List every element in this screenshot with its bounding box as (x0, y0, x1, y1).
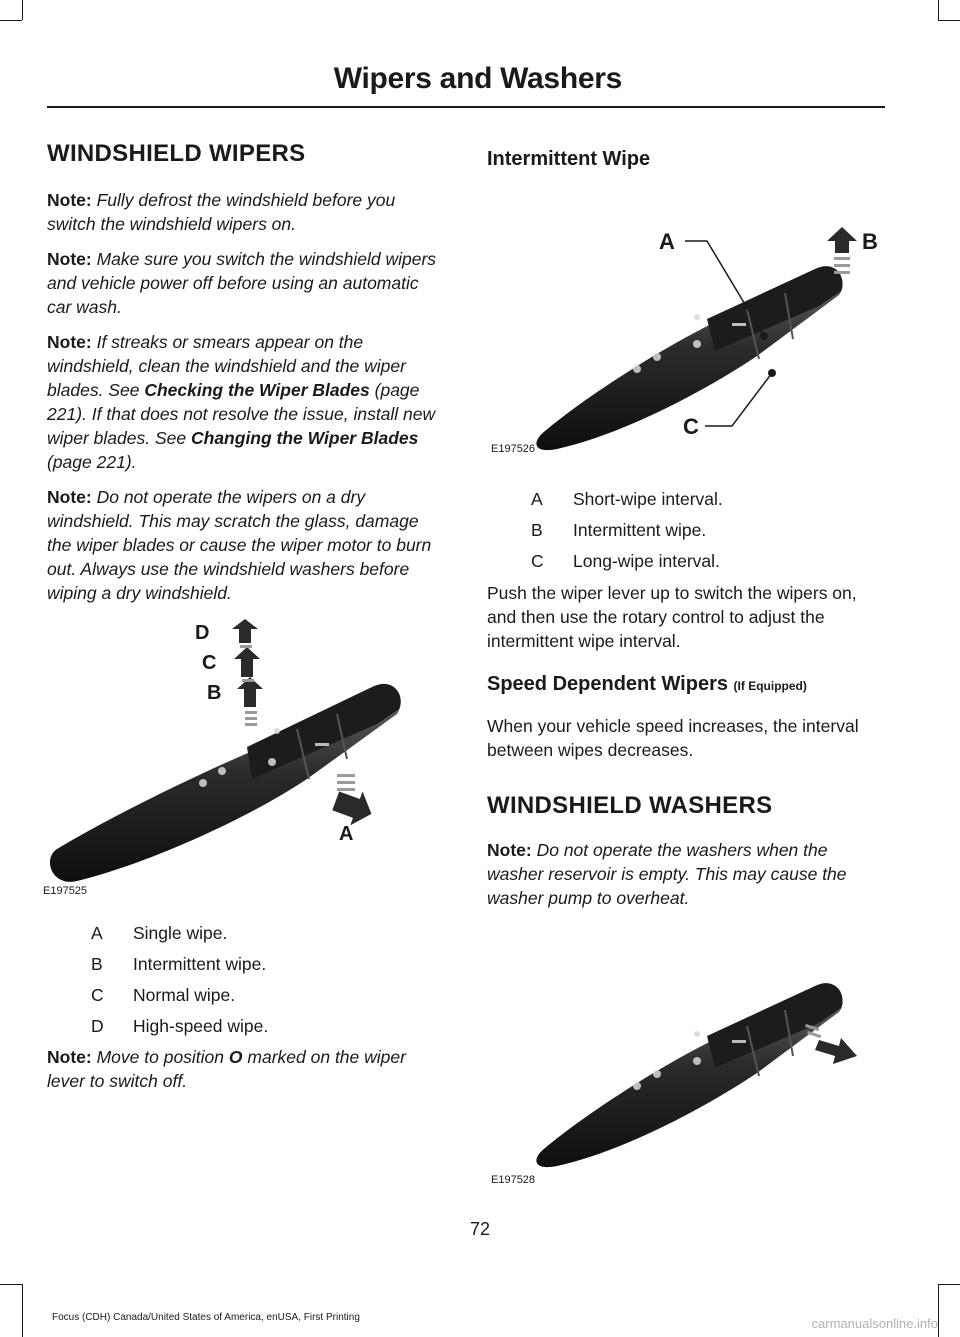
section-heading-washers: WINDSHIELD WASHERS (487, 792, 773, 819)
legend-text: Intermittent wipe. (573, 520, 707, 540)
note-text: marked on the wiper lever to switch off. (47, 1047, 406, 1091)
note-paragraph (487, 838, 887, 910)
figure-label-c: C (202, 652, 217, 674)
body-paragraph: When your vehicle speed increases, the interval between wipes decreases. (487, 716, 859, 760)
figure-label-a: A (339, 823, 354, 845)
legend-key: C (531, 551, 544, 571)
crop-mark (938, 1284, 939, 1337)
wiper-lever-illustration (47, 619, 447, 899)
legend-item (47, 952, 447, 976)
legend-text: Long-wipe interval. (573, 551, 720, 571)
note-text: If that does not resolve the issue, install new wiper blades. See (47, 404, 436, 448)
wiper-lever-figure (43, 619, 447, 899)
legend-item (487, 518, 887, 542)
legend-text: High-speed wipe. (133, 1016, 269, 1036)
note-label: Note: (47, 332, 92, 352)
page-reference: (page 221). (47, 452, 137, 472)
crop-mark (22, 0, 23, 20)
cross-reference-link[interactable]: Changing the Wiper Blades (191, 428, 419, 448)
legend-item (47, 983, 447, 1007)
crop-mark (0, 20, 22, 21)
watermark: carmanualsonline.info (811, 1316, 938, 1331)
subheading-text: Speed Dependent Wipers (487, 673, 728, 695)
page-title: Wipers and Washers (333, 62, 622, 95)
header-rule (47, 106, 885, 108)
crop-mark (938, 1284, 960, 1285)
note-paragraph (47, 1045, 447, 1093)
note-label: Note: (47, 190, 92, 210)
arrow-up-d (232, 619, 258, 643)
note-paragraph (47, 330, 447, 474)
legend-item (487, 549, 887, 573)
figure-label-b: B (207, 682, 222, 704)
legend-item (47, 921, 447, 945)
figure-label-c: C (683, 414, 699, 439)
rotary-control-illustration (487, 191, 887, 461)
note-text: Fully defrost the windshield before you switch the windshield wipers on. (47, 190, 396, 234)
footer-edition: Focus (CDH) Canada/United States of America, enUSA, First Printing (52, 1312, 360, 1323)
legend-text: Single wipe. (133, 923, 228, 943)
note-text: If streaks or smears appear on the windshield, clean the windshield and the wiper blades. See (47, 332, 406, 400)
washer-figure (487, 948, 887, 1188)
crop-mark (938, 0, 939, 20)
washer-lever-illustration (487, 948, 887, 1173)
note-label: Note: (47, 249, 92, 269)
legend-text: Intermittent wipe. (133, 954, 267, 974)
legend-item (47, 1014, 447, 1038)
legend-key: A (91, 923, 103, 943)
arrow-down-a (330, 774, 378, 831)
subheading-speed-dependent-wipers (487, 673, 887, 696)
legend-key: B (531, 520, 543, 540)
legend-key: C (91, 985, 104, 1005)
position-label: O (228, 1047, 243, 1067)
legend-list (47, 921, 447, 1038)
legend-key: B (91, 954, 103, 974)
legend-item (487, 487, 887, 511)
note-label: Note: (47, 487, 92, 507)
if-equipped-tag: (If Equipped) (733, 679, 807, 693)
legend-text: Normal wipe. (133, 985, 236, 1005)
section-heading-wipers: WINDSHIELD WIPERS (47, 140, 306, 167)
note-paragraph (47, 485, 447, 605)
figure-id: E197528 (491, 1174, 536, 1186)
note-label: Note: (47, 1047, 92, 1067)
note-text: Do not operate the washers when the washer reservoir is empty. This may cause the washer pump to overheat. (487, 840, 847, 908)
figure-id: E197525 (43, 885, 88, 897)
legend-key: D (91, 1016, 104, 1036)
note-text: Do not operate the wipers on a dry windshield. This may scratch the glass, damage the wiper blades or cause the wiper motor to burn out. Always use the windshield washers before wiping a dry windshield. (47, 487, 432, 603)
crop-mark (938, 20, 960, 21)
right-column (487, 140, 887, 1188)
figure-id: E197526 (491, 443, 536, 455)
page-number: 72 (469, 1219, 491, 1239)
left-column (43, 140, 447, 1093)
subheading-intermittent-wipe: Intermittent Wipe (487, 148, 651, 170)
note-label: Note: (487, 840, 532, 860)
note-text: Move to position (96, 1047, 225, 1067)
note-text: Make sure you switch the windshield wipers and vehicle power off before using an automatic car wash. (47, 249, 437, 317)
legend-list (487, 487, 887, 573)
intermittent-wipe-figure (487, 191, 887, 461)
cross-reference-link[interactable]: Checking the Wiper Blades (144, 380, 370, 400)
note-paragraph (47, 247, 447, 319)
arrow-up-b (827, 227, 857, 274)
arrow-up-c (234, 647, 260, 677)
crop-mark (22, 1284, 23, 1337)
note-paragraph (47, 188, 447, 236)
body-paragraph: Push the wiper lever up to switch the wipers on, and then use the rotary control to adjust the intermittent wipe interval. (487, 583, 857, 651)
figure-label-b: B (862, 229, 878, 254)
crop-mark (0, 1284, 22, 1285)
legend-text: Short-wipe interval. (573, 489, 723, 509)
figure-label-a: A (659, 229, 675, 254)
page-reference: (page 221). (47, 380, 420, 424)
legend-key: A (531, 489, 543, 509)
figure-label-d: D (195, 622, 210, 644)
